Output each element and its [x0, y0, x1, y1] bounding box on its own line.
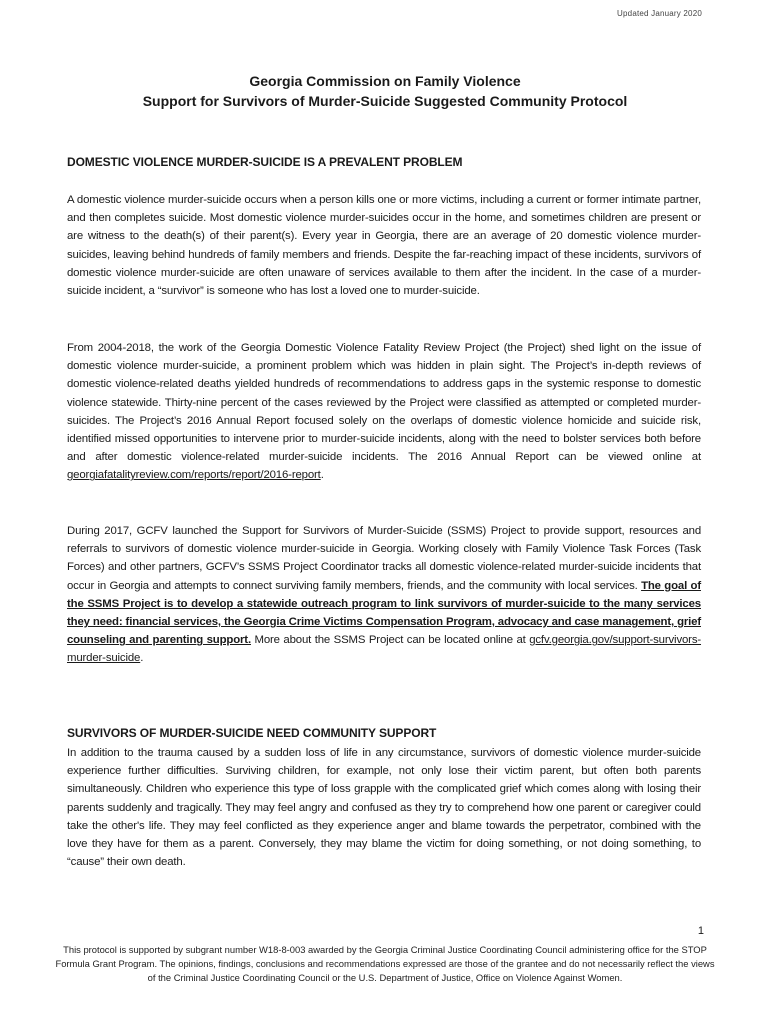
paragraph-definition: A domestic violence murder-suicide occurs when a person kills one or more victims, including a current or former intimate partner, and then completes suicide. Most domestic violence murder-suicides occur in the home, and sometimes children are present or are witness to the death(s) of their parent(s). Every year in Georgia, there are an average of 20 domestic violence murder-suicides, leaving behind hundreds of family members and friends. Despite the far-reaching impact of these incidents, survivors of domestic violence murder-suicide are often unaware of services available to them after the incident. In the case of a murder-suicide incident, a “survivor” is someone who has lost a loved one to murder-suicide. [67, 194, 701, 298]
paragraph-fatality-review-end: . [320, 469, 324, 482]
title-line-2: Support for Survivors of Murder-Suicide Suggested Community Protocol [142, 93, 628, 109]
link-2016-report[interactable]: georgiafatalityreview.com/reports/report/2016-report [67, 469, 321, 482]
title-line-1: Georgia Commission on Family Violence [249, 73, 521, 89]
paragraph-survivors-difficulties: In addition to the trauma caused by a sudden loss of life in any circumstance, survivors of domestic violence murder-suicide experience further difficulties. Surviving children, for example, not only lose their victim parent, but often both parents simultaneously. Children who experience this type of loss grapple with the complicated grief which comes along with losing their parents suddenly and tragically. They may feel angry and confused as they try to comprehend how one parent or caregiver could take the other's life. They may feel conflicted as they experience anger and blame towards the perpetrator, combined with the love they have for them as a parent. Conversely, they may blame the victim for doing something, or not doing something, to “cause” their own death. [67, 747, 701, 869]
section-heading-prevalent-problem: DOMESTIC VIOLENCE MURDER-SUICIDE IS A PREVALENT PROBLEM [67, 155, 463, 169]
paragraph-fatality-review [67, 339, 701, 485]
paragraph-ssms-project [67, 522, 701, 668]
updated-date: Updated January 2020 [617, 9, 702, 18]
paragraph-ssms-text: During 2017, GCFV launched the Support for Survivors of Murder-Suicide (SSMS) Project to provide support, resources and referrals to survivors of domestic violence murder-suicide in Georgia. Working closely with Family Violence Task Forces (Task Forces) and other partners, GCFV’s SSMS Project Coordinator tracks all domestic violence-related murder-suicide incidents that occur in Georgia and attempts to connect surviving family members, friends, and the community with local services. [67, 525, 701, 592]
section-heading-community-support: SURVIVORS OF MURDER-SUICIDE NEED COMMUNITY SUPPORT [67, 726, 437, 740]
paragraph-fatality-review-text: From 2004-2018, the work of the Georgia Domestic Violence Fatality Review Project (the Project) shed light on the issue of domestic violence murder-suicide, a prominent problem which was hidden in plain sight. The Project’s in-depth reviews of domestic violence-related deaths yielded hundreds of recommendations to address gaps in the systemic response to domestic violence statewide. Thirty-nine percent of the cases reviewed by the Project were classified as attempted or completed murder-suicides. The Project’s 2016 Annual Report focused solely on the overlaps of domestic violence homicide and suicide risk, identified missed opportunities to intervene prior to murder-suicide incidents, along with the need to bolster services both before and after domestic violence-related murder-suicide incidents. The 2016 Annual Report can be viewed online at [67, 342, 701, 464]
footer-grant-disclaimer: This protocol is supported by subgrant number W18-8-003 awarded by the Georgia Criminal Justice Coordinating Council administering office for the STOP Formula Grant Program. The opinions, findings, conclusions and recommendations expressed are those of the grantee and do not necessarily reflect the views of the Criminal Justice Coordinating Council or the U.S. Department of Justice, Office on Violence Against Women. [55, 944, 715, 984]
paragraph-ssms-more: More about the SSMS Project can be located online at [250, 634, 530, 647]
document-title [0, 71, 770, 111]
link-gcfv-ssms[interactable]: gcfv.georgia.gov/support-survivors-murder-suicide [67, 634, 702, 665]
page-number: 1 [697, 925, 704, 937]
paragraph-ssms-end: . [140, 652, 144, 665]
ssms-goal-emphasis: The goal of the SSMS Project is to develop a statewide outreach program to link survivors of murder-suicide to the many services they need: financial services, the Georgia Crime Victims Compensation Program, advocacy and case management, grief counseling and parenting support. [67, 579, 701, 647]
